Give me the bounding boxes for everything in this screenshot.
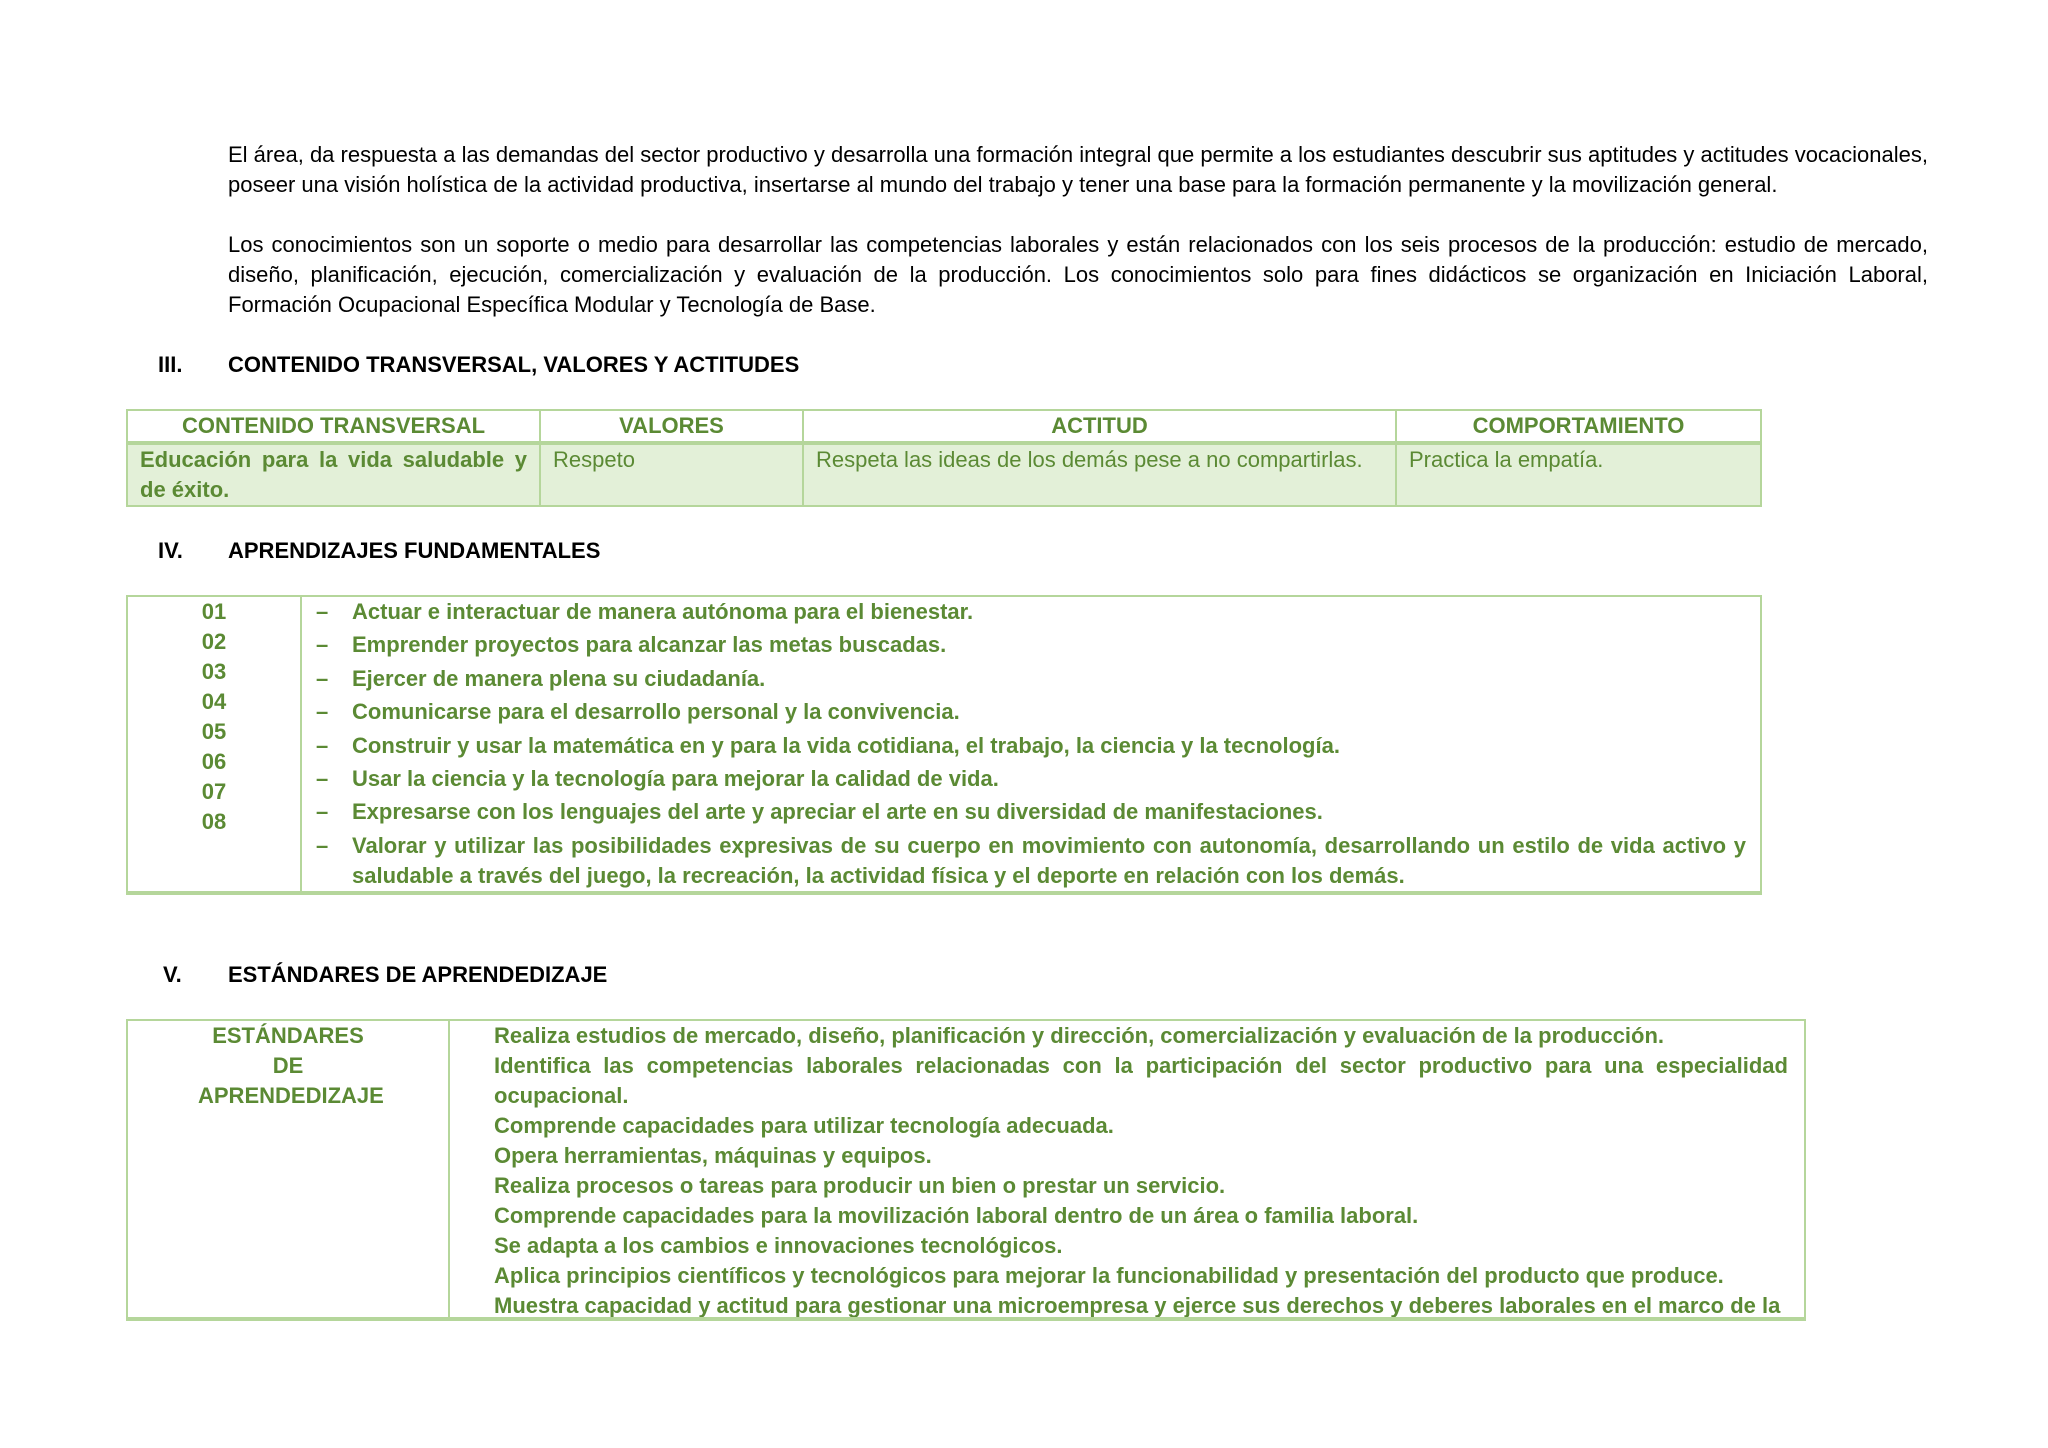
header-actitud: ACTITUD <box>803 410 1396 443</box>
list-item-text: Identifica las competencias laborales relacionadas con la participación del sector productivo para una especialidad ocupacional. <box>494 1053 1788 1108</box>
number-item: 08 <box>201 809 227 834</box>
dash-icon: – <box>316 632 329 658</box>
number-item: 01 <box>201 599 227 624</box>
intro-paragraph-2: Los conocimientos son un soporte o medio para desarrollar las competencias laborales y están relacionados con los seis procesos de la producción: estudio de mercado, diseño, planificación, ejecución, comercialización y evaluación de la producción. Los conocimientos solo para fines didácticos se organización en Iniciación Laboral, Formación Ocupacional Específica Modular y Tecnología de Base. <box>228 232 1928 317</box>
list-item <box>316 697 1746 727</box>
list-item <box>316 664 1746 694</box>
standards-label <box>127 1020 449 1319</box>
list-item <box>464 1261 1788 1291</box>
number-item: 02 <box>201 629 227 654</box>
dash-icon: – <box>316 699 329 725</box>
cell-valores: Respeto <box>540 443 803 506</box>
table-row <box>127 1020 1805 1319</box>
dash-icon: – <box>316 832 329 858</box>
list-item-text: Expresarse con los lenguajes del arte y apreciar el arte en su diversidad de manifestaciones. <box>352 799 1323 825</box>
list-item <box>464 1291 1788 1317</box>
list-item-text: Comprende capacidades para utilizar tecnología adecuada. <box>494 1113 1114 1138</box>
list-item <box>464 1111 1788 1141</box>
fundamental-learning-table <box>126 595 1762 895</box>
list-item-text: Se adapta a los cambios e innovaciones tecnológicos. <box>494 1233 1063 1258</box>
number-item: 07 <box>201 779 227 804</box>
list-item-text: Actuar e interactuar de manera autónoma para el bienestar. <box>352 599 974 624</box>
table-row <box>127 596 1761 893</box>
list-item <box>316 597 1746 627</box>
numbers-column <box>127 596 301 893</box>
list-item-text: Muestra capacidad y actitud para gestionar una microempresa y ejerce sus derechos y deberes laborales en el marco de la <box>494 1293 1781 1317</box>
number-item: 05 <box>201 719 227 744</box>
cell-comportamiento: Practica la empatía. <box>1396 443 1761 506</box>
table-row <box>127 443 1761 506</box>
list-item <box>464 1141 1788 1171</box>
list-item <box>464 1201 1788 1231</box>
standards-clip <box>464 1021 1788 1317</box>
list-item <box>316 764 1746 794</box>
number-item: 06 <box>201 749 227 774</box>
intro-paragraph-1: El área, da respuesta a las demandas del sector productivo y desarrolla una formación integral que permite a los estudiantes descubrir sus aptitudes y actitudes vocacionales, poseer una visión holística de la actividad productiva, insertarse al mundo del trabajo y tener una base para la formación permanente y la movilización general. <box>228 142 1928 197</box>
list-item-text: Aplica principios científicos y tecnológicos para mejorar la funcionabilidad y presentación del producto que produce. <box>494 1263 1724 1288</box>
list-item-text: Realiza procesos o tareas para producir un bien o prestar un servicio. <box>494 1173 1226 1198</box>
list-item <box>464 1171 1788 1201</box>
list-item-text: Realiza estudios de mercado, diseño, planificación y dirección, comercialización y evaluación de la producción. <box>494 1023 1665 1048</box>
dash-icon: – <box>316 765 329 791</box>
header-contenido-transversal: CONTENIDO TRANSVERSAL <box>127 410 540 443</box>
learning-list <box>316 597 1746 891</box>
dash-icon: – <box>316 599 329 624</box>
number-item: 03 <box>201 659 227 684</box>
items-column <box>301 596 1761 893</box>
list-item <box>464 1021 1788 1051</box>
standards-items <box>449 1020 1805 1319</box>
list-item <box>316 630 1746 660</box>
cell-contenido-transversal: Educación para la vida saludable y de éxito. <box>127 443 540 506</box>
list-item <box>464 1051 1788 1111</box>
list-item-text: Comprende capacidades para la movilización laboral dentro de un área o familia laboral. <box>494 1203 1419 1228</box>
list-item-text: Comunicarse para el desarrollo personal y la convivencia. <box>352 699 960 725</box>
table-header-row <box>127 410 1761 443</box>
transversal-content-table <box>126 409 1762 507</box>
header-comportamiento: COMPORTAMIENTO <box>1396 410 1761 443</box>
header-valores: VALORES <box>540 410 803 443</box>
list-item <box>316 731 1746 761</box>
section-5-number: V. <box>163 962 182 987</box>
section-4-title: APRENDIZAJES FUNDAMENTALES <box>228 538 601 563</box>
section-4-number: IV. <box>158 538 183 563</box>
list-item-text: Ejercer de manera plena su ciudadanía. <box>352 665 766 691</box>
standards-label-text: ESTÁNDARES DE APRENDEDIZAJE <box>198 1023 384 1108</box>
list-item-text: Usar la ciencia y la tecnología para mejorar la calidad de vida. <box>352 765 999 791</box>
learning-standards-table <box>126 1019 1806 1321</box>
dash-icon: – <box>316 665 329 691</box>
list-item-text: Opera herramientas, máquinas y equipos. <box>494 1143 932 1168</box>
number-item: 04 <box>201 689 227 714</box>
list-item <box>316 797 1746 827</box>
list-item-text: Emprender proyectos para alcanzar las metas buscadas. <box>352 632 947 658</box>
dash-icon: – <box>316 799 329 825</box>
section-3-title: CONTENIDO TRANSVERSAL, VALORES Y ACTITUDES <box>228 352 800 377</box>
section-3-number: III. <box>158 352 183 377</box>
list-item <box>316 831 1746 891</box>
cell-actitud: Respeta las ideas de los demás pese a no compartirlas. <box>803 443 1396 506</box>
list-item-text: Construir y usar la matemática en y para la vida cotidiana, el trabajo, la ciencia y la tecnología. <box>352 732 1340 758</box>
list-item-text: Valorar y utilizar las posibilidades expresivas de su cuerpo en movimiento con autonomía, desarrollando un estilo de vida activo y saludable a través del juego, la recreación, la actividad física y el deporte en relación con los demás. <box>352 832 1746 888</box>
list-item <box>464 1231 1788 1261</box>
section-5-title: ESTÁNDARES DE APRENDEDIZAJE <box>228 962 608 987</box>
standards-list <box>464 1021 1788 1317</box>
dash-icon: – <box>316 732 329 758</box>
